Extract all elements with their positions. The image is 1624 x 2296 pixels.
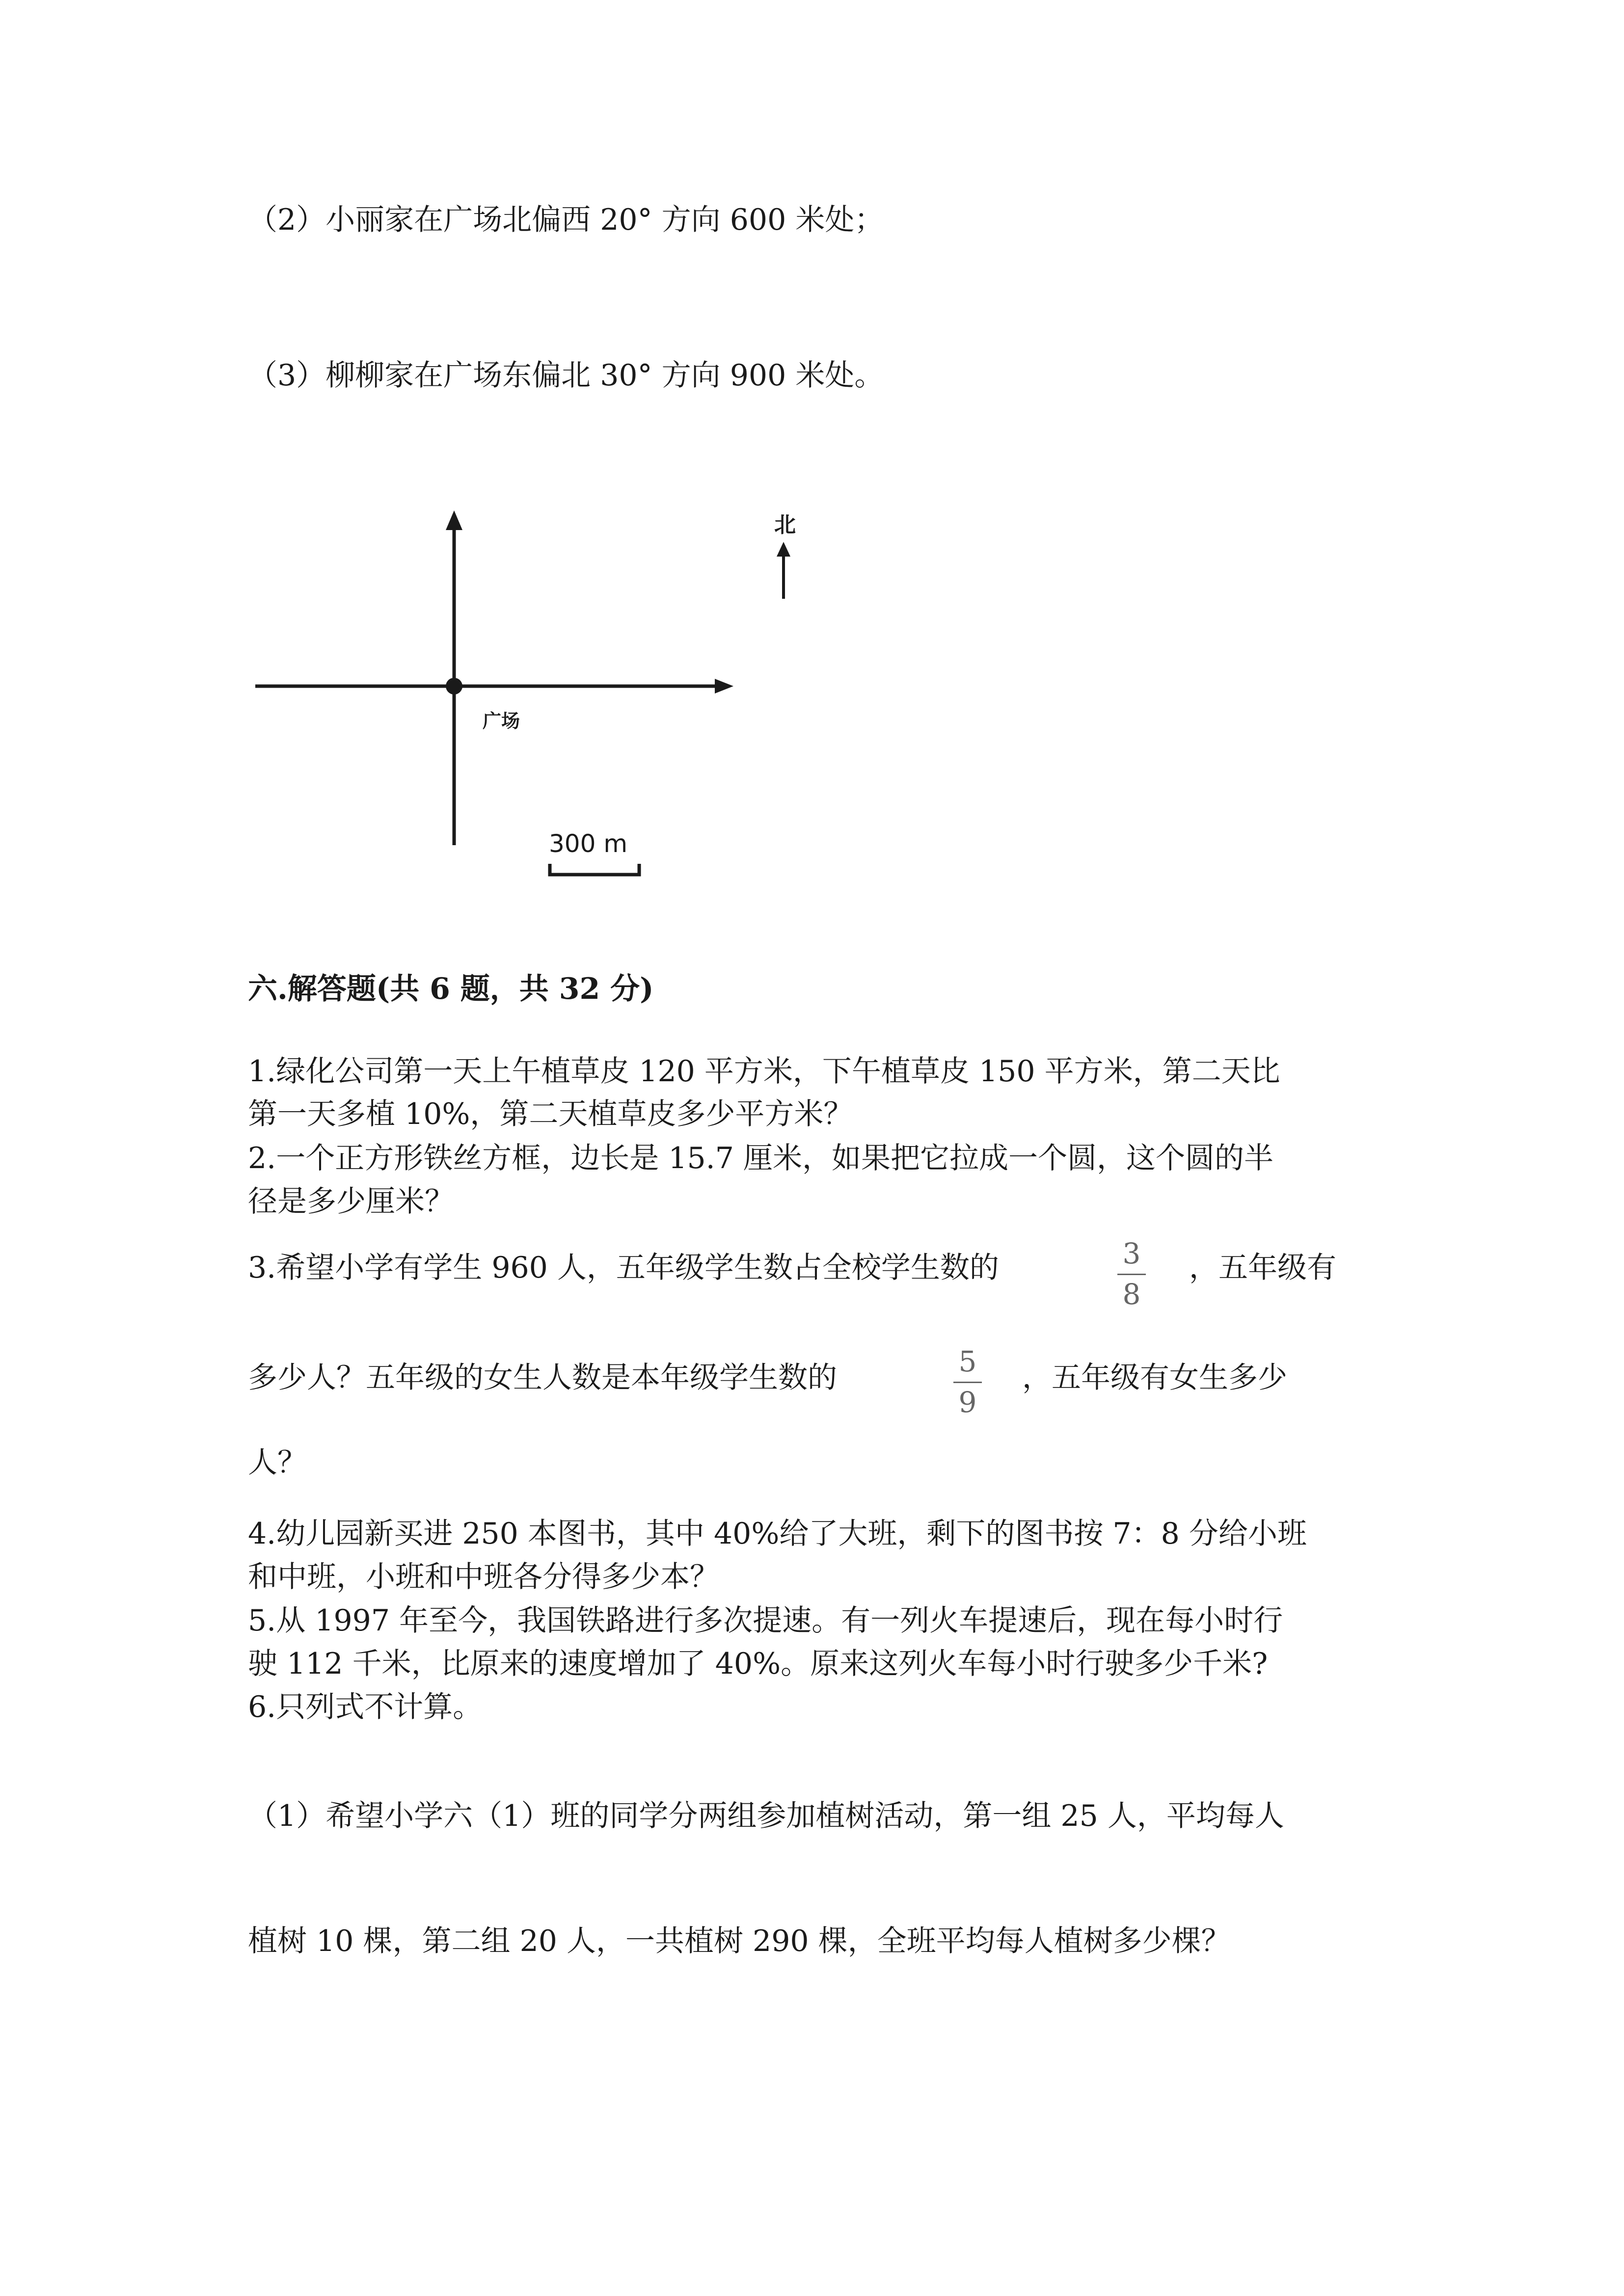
section-heading: 六.解答题(共 6 题，共 32 分)	[248, 972, 654, 1006]
q5-line-2: 驶 112 千米，比原来的速度增加了 40%。原来这列火车每小时行驶多少千米?	[248, 1647, 1268, 1681]
q3-fraction-2	[950, 1345, 985, 1419]
q1-line-2: 第一天多植 10%，第二天植草皮多少平方米？	[248, 1097, 853, 1131]
q3-fraction-1	[1114, 1237, 1149, 1311]
east-axis-arrowhead	[715, 679, 733, 694]
q3-fraction-1-denominator: 8	[1122, 1278, 1141, 1311]
q5-line-1: 5.从 1997 年至今，我国铁路进行多次提速。有一列火车提速后，现在每小时行	[248, 1603, 1283, 1638]
north-axis-arrowhead	[446, 510, 462, 530]
scale-label: 300 m	[549, 829, 628, 858]
q2-line-2: 径是多少厘米？	[248, 1184, 454, 1219]
q3-fraction-2-denominator: 9	[958, 1386, 977, 1419]
q1-line-1: 1.绿化公司第一天上午植草皮 120 平方米，下午植草皮 150 平方米，第二天比	[248, 1054, 1280, 1089]
direction-map	[0, 491, 1624, 982]
q3-fraction-2-numerator: 5	[958, 1345, 977, 1378]
q3-line-1a: 3.希望小学有学生 960 人，五年级学生数占全校学生数的	[248, 1251, 999, 1285]
q6-sub1-line-2: 植树 10 棵，第二组 20 人，一共植树 290 棵，全班平均每人植树多少棵？	[248, 1924, 1231, 1958]
scale-bar	[550, 864, 639, 875]
q3-line-2b: ，五年级有女生多少	[1022, 1361, 1287, 1395]
q3-fraction-2-bar	[953, 1382, 982, 1383]
q3-fraction-1-numerator: 3	[1122, 1237, 1141, 1270]
north-label: 北	[774, 512, 796, 537]
q6-sub1-line-1: （1）希望小学六（1）班的同学分两组参加植树活动，第一组 25 人，平均每人	[248, 1799, 1284, 1833]
q4-line-1: 4.幼儿园新买进 250 本图书，其中 40%给了大班，剩下的图书按 7：8 分给小班	[248, 1517, 1307, 1551]
q3-line-1b: ，五年级有	[1189, 1251, 1336, 1285]
q2-line-1: 2.一个正方形铁丝方框，边长是 15.7 厘米，如果把它拉成一个圆，这个圆的半	[248, 1141, 1273, 1175]
q3-line-2a: 多少人？五年级的女生人数是本年级学生数的	[248, 1361, 837, 1395]
plaza-point	[446, 678, 462, 694]
q6-line-1: 6.只列式不计算。	[248, 1690, 483, 1724]
q5-item-2: （2）小丽家在广场北偏西 20° 方向 600 米处；	[248, 203, 884, 237]
q3-fraction-1-bar	[1117, 1274, 1146, 1275]
north-arrow-head	[777, 542, 790, 557]
plaza-label: 广场	[483, 710, 520, 732]
q3-line-3: 人？	[248, 1445, 307, 1480]
q5-item-3: （3）柳柳家在广场东偏北 30° 方向 900 米处。	[248, 358, 884, 393]
q4-line-2: 和中班，小班和中班各分得多少本？	[248, 1560, 719, 1594]
